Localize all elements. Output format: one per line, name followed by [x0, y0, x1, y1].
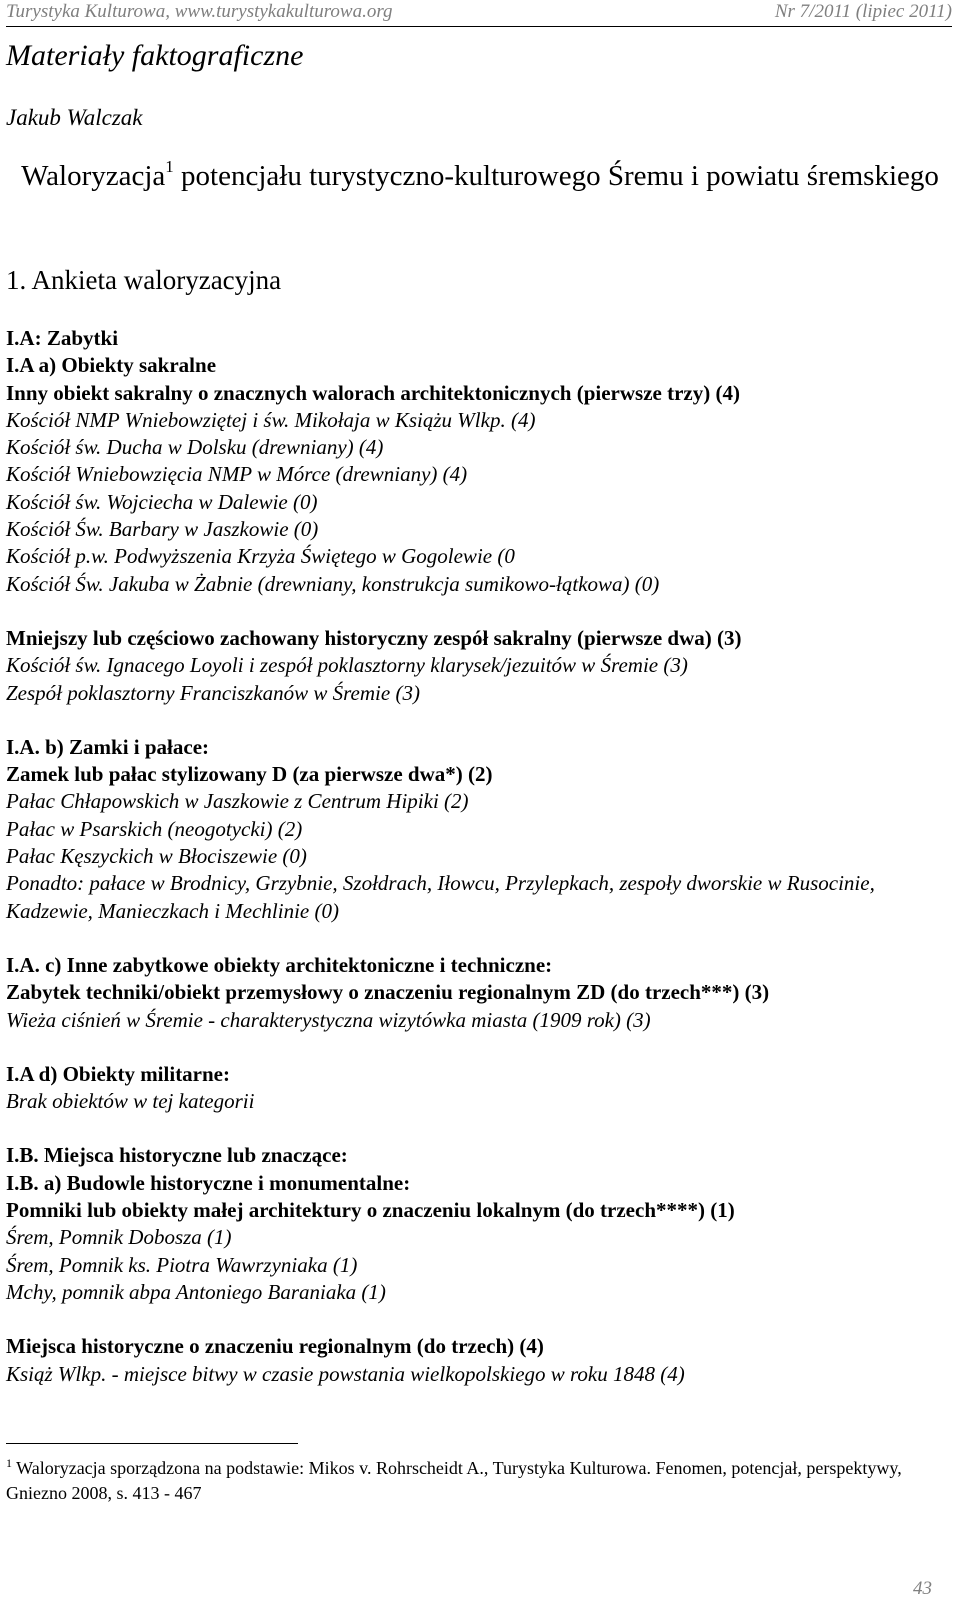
list-item: Wieża ciśnień w Śremie - charakterystyczna wizytówka miasta (1909 rok) (3) [6, 1007, 651, 1032]
running-header [6, 0, 952, 27]
heading-budowle: I.B. a) Budowle historyczne i monumentalne: [6, 1170, 411, 1195]
list-item: Książ Wlkp. - miejsce bitwy w czasie powstania wielkopolskiego w roku 1848 (4) [6, 1361, 685, 1386]
spacer [6, 707, 940, 734]
list-item: Kościół św. Ducha w Dolsku (drewniany) (4) [6, 435, 384, 460]
list-item: Pałac Kęszyckich w Błociszewie (0) [6, 844, 307, 869]
footnote-divider [6, 1443, 298, 1444]
heading-zabytki: I.A: Zabytki [6, 326, 119, 350]
spacer [6, 1034, 940, 1061]
list-item: Kościół św. Ignacego Loyoli i zespół poklasztorny klarysek/jezuitów w Śremie (3) [6, 653, 688, 678]
list-item: Śrem, Pomnik ks. Piotra Wawrzyniaka (1) [6, 1252, 358, 1277]
title-footnote-ref: 1 [165, 157, 174, 176]
issue-number: Nr 7/2011 (lipiec 2011) [774, 1, 952, 22]
article-title [20, 158, 940, 194]
body-content [6, 325, 940, 1388]
heading-zamki: I.A. b) Zamki i pałace: [6, 734, 210, 759]
footnote-number: 1 [6, 1456, 12, 1470]
heading-obiekty-sakralne: I.A a) Obiekty sakralne [6, 353, 217, 378]
category-line: Mniejszy lub częściowo zachowany historyczny zespół sakralny (pierwsze dwa) (3) [6, 625, 742, 650]
heading-inne-zabytki: I.A. c) Inne zabytkowe obiekty architektoniczne i techniczne: [6, 952, 553, 977]
page-number: 43 [913, 1578, 932, 1599]
author-name: Jakub Walczak [6, 105, 143, 130]
title-part1: Waloryzacja [21, 160, 166, 192]
footnote-text: Waloryzacja sporządzona na podstawie: Mikos v. Rohrscheidt A., Turystyka Kulturowa. Fenomen, potencjał, perspektywy, Gniezno 2008, s. 413 - 467 [6, 1458, 902, 1503]
list-item: Kościół Św. Jakuba w Żabnie (drewniany, konstrukcja sumikowo-łątkowa) (0) [6, 571, 660, 596]
category-line: Zamek lub pałac stylizowany D (za pierwsze dwa*) (2) [6, 762, 493, 787]
list-item: Pałac w Psarskich (neogotycki) (2) [6, 816, 303, 841]
footnote [6, 1456, 940, 1506]
list-item: Mchy, pomnik abpa Antoniego Baraniaka (1) [6, 1279, 386, 1304]
category-line: Inny obiekt sakralny o znacznych walorach architektonicznych (pierwsze trzy) (4) [6, 380, 740, 405]
list-item: Kościół NMP Wniebowziętej i św. Mikołaja w Książu Wlkp. (4) [6, 407, 536, 432]
spacer [6, 1115, 940, 1142]
heading-miejsca-historyczne: I.B. Miejsca historyczne lub znaczące: [6, 1143, 348, 1168]
subheading: 1. Ankieta waloryzacyjna [6, 265, 282, 295]
list-item: Kościół św. Wojciecha w Dalewie (0) [6, 489, 318, 514]
spacer [6, 925, 940, 952]
list-item: Kościół Św. Barbary w Jaszkowie (0) [6, 517, 319, 542]
list-item: Pałac Chłapowskich w Jaszkowie z Centrum Hipiki (2) [6, 789, 469, 814]
category-line: Zabytek techniki/obiekt przemysłowy o znaczeniu regionalnym ZD (do trzech***) (3) [6, 980, 770, 1005]
category-line: Pomniki lub obiekty małej architektury o znaczeniu lokalnym (do trzech****) (1) [6, 1198, 735, 1223]
list-item: Zespół poklasztorny Franciszkanów w Śremie (3) [6, 680, 420, 705]
spacer [6, 598, 940, 625]
list-item: Śrem, Pomnik Dobosza (1) [6, 1225, 232, 1250]
heading-militarne: I.A d) Obiekty militarne: [6, 1061, 230, 1086]
list-item: Kościół p.w. Podwyższenia Krzyża Świętego w Gogolewie (0 [6, 544, 515, 569]
spacer [6, 1306, 940, 1333]
title-part2: potencjału turystyczno-kulturowego Śremu i powiatu śremskiego [173, 160, 939, 192]
section-title: Materiały faktograficzne [6, 39, 304, 72]
journal-name: Turystyka Kulturowa, www.turystykakulturowa.org [6, 1, 393, 22]
list-item: Kościół Wniebowzięcia NMP w Mórce (drewniany) (4) [6, 462, 468, 487]
list-item: Ponadto: pałace w Brodnicy, Grzybnie, Szołdrach, Iłowcu, Przylepkach, zespoły dworskie w Rusocinie, Kadzewie, Manieczkach i Mechlinie (0) [6, 871, 875, 923]
category-line: Miejsca historyczne o znaczeniu regionalnym (do trzech) (4) [6, 1334, 544, 1359]
list-item: Brak obiektów w tej kategorii [6, 1089, 255, 1114]
